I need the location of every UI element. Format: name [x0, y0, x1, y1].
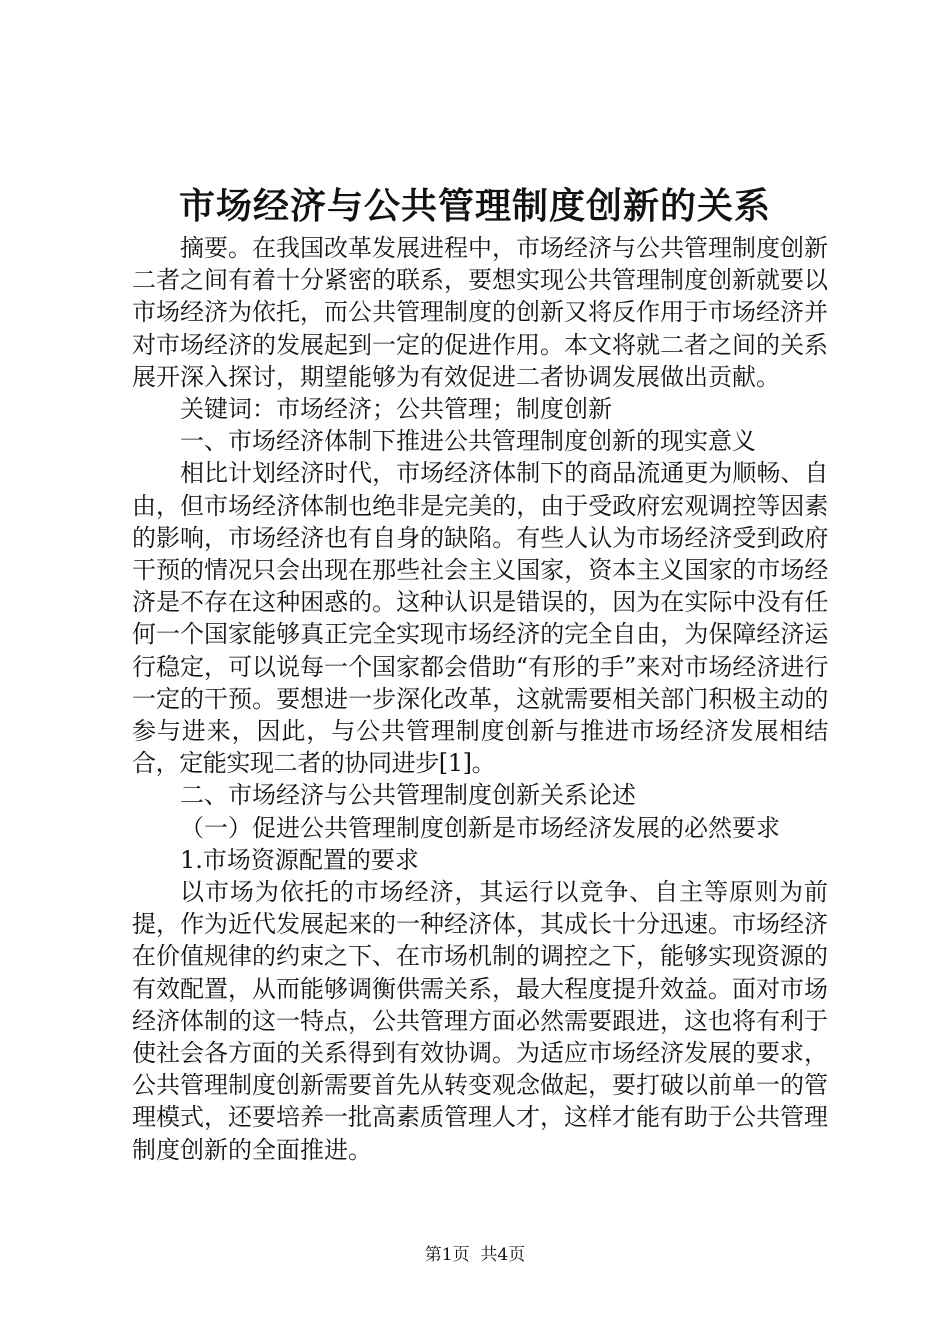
section-1-paragraph: 相比计划经济时代，市场经济体制下的商品流通更为顺畅、自由，但市场经济体制也绝非是完美的，由于受政府宏观调控等因素的影响，市场经济也有自身的缺陷。有些人认为市场经济受到政府干预的情况只会出现在那些社会主义国家，资本主义国家的市场经济是不存在这种困惑的。这种认识是错误的，因为在实际中没有任何一个国家能够真正完全实现市场经济的完全自由，为保障经济运行稳定，可以说每一个国家都会借助“有形的手”来对市场经济进行一定的干预。要想进一步深化改革，这就需要相关部门积极主动的参与进来，因此，与公共管理制度创新与推进市场经济发展相结合，定能实现二者的协同进步[1]。	[132, 459, 828, 778]
keywords-line: 关键词：市场经济；公共管理；制度创新	[180, 395, 612, 424]
section-heading-2: 二、市场经济与公共管理制度创新关系论述	[180, 781, 636, 810]
abstract-paragraph: 摘要。在我国改革发展进程中，市场经济与公共管理制度创新二者之间有着十分紧密的联系，要想实现公共管理制度创新就要以市场经济为依托，而公共管理制度的创新又将反作用于市场经济并对市场经济的发展起到一定的促进作用。本文将就二者之间的关系展开深入探讨，期望能够为有效促进二者协调发展做出贡献。	[132, 234, 828, 391]
item-heading-1: 1.市场资源配置的要求	[180, 845, 419, 874]
subsection-heading-1: （一）促进公共管理制度创新是市场经济发展的必然要求	[180, 813, 780, 842]
item-1-paragraph: 以市场为依托的市场经济，其运行以竞争、自主等原则为前提，作为近代发展起来的一种经济体，其成长十分迅速。市场经济在价值规律的约束之下、在市场机制的调控之下，能够实现资源的有效配置，从而能够调衡供需关系，最大程度提升效益。面对市场经济体制的这一特点，公共管理方面必然需要跟进，这也将有利于使社会各方面的关系得到有效协调。为适应市场经济发展的要求，公共管理制度创新需要首先从转变观念做起，要打破以前单一的管理模式，还要培养一批高素质管理人才，这样才能有助于公共管理制度创新的全面推进。	[132, 878, 828, 1164]
page-number-label: 第1页 共4页	[424, 1245, 526, 1265]
section-heading-1: 一、市场经济体制下推进公共管理制度创新的现实意义	[180, 427, 756, 456]
document-title: 市场经济与公共管理制度创新的关系	[178, 185, 771, 227]
page-footer	[0, 1243, 950, 1267]
document-body	[132, 232, 828, 1166]
